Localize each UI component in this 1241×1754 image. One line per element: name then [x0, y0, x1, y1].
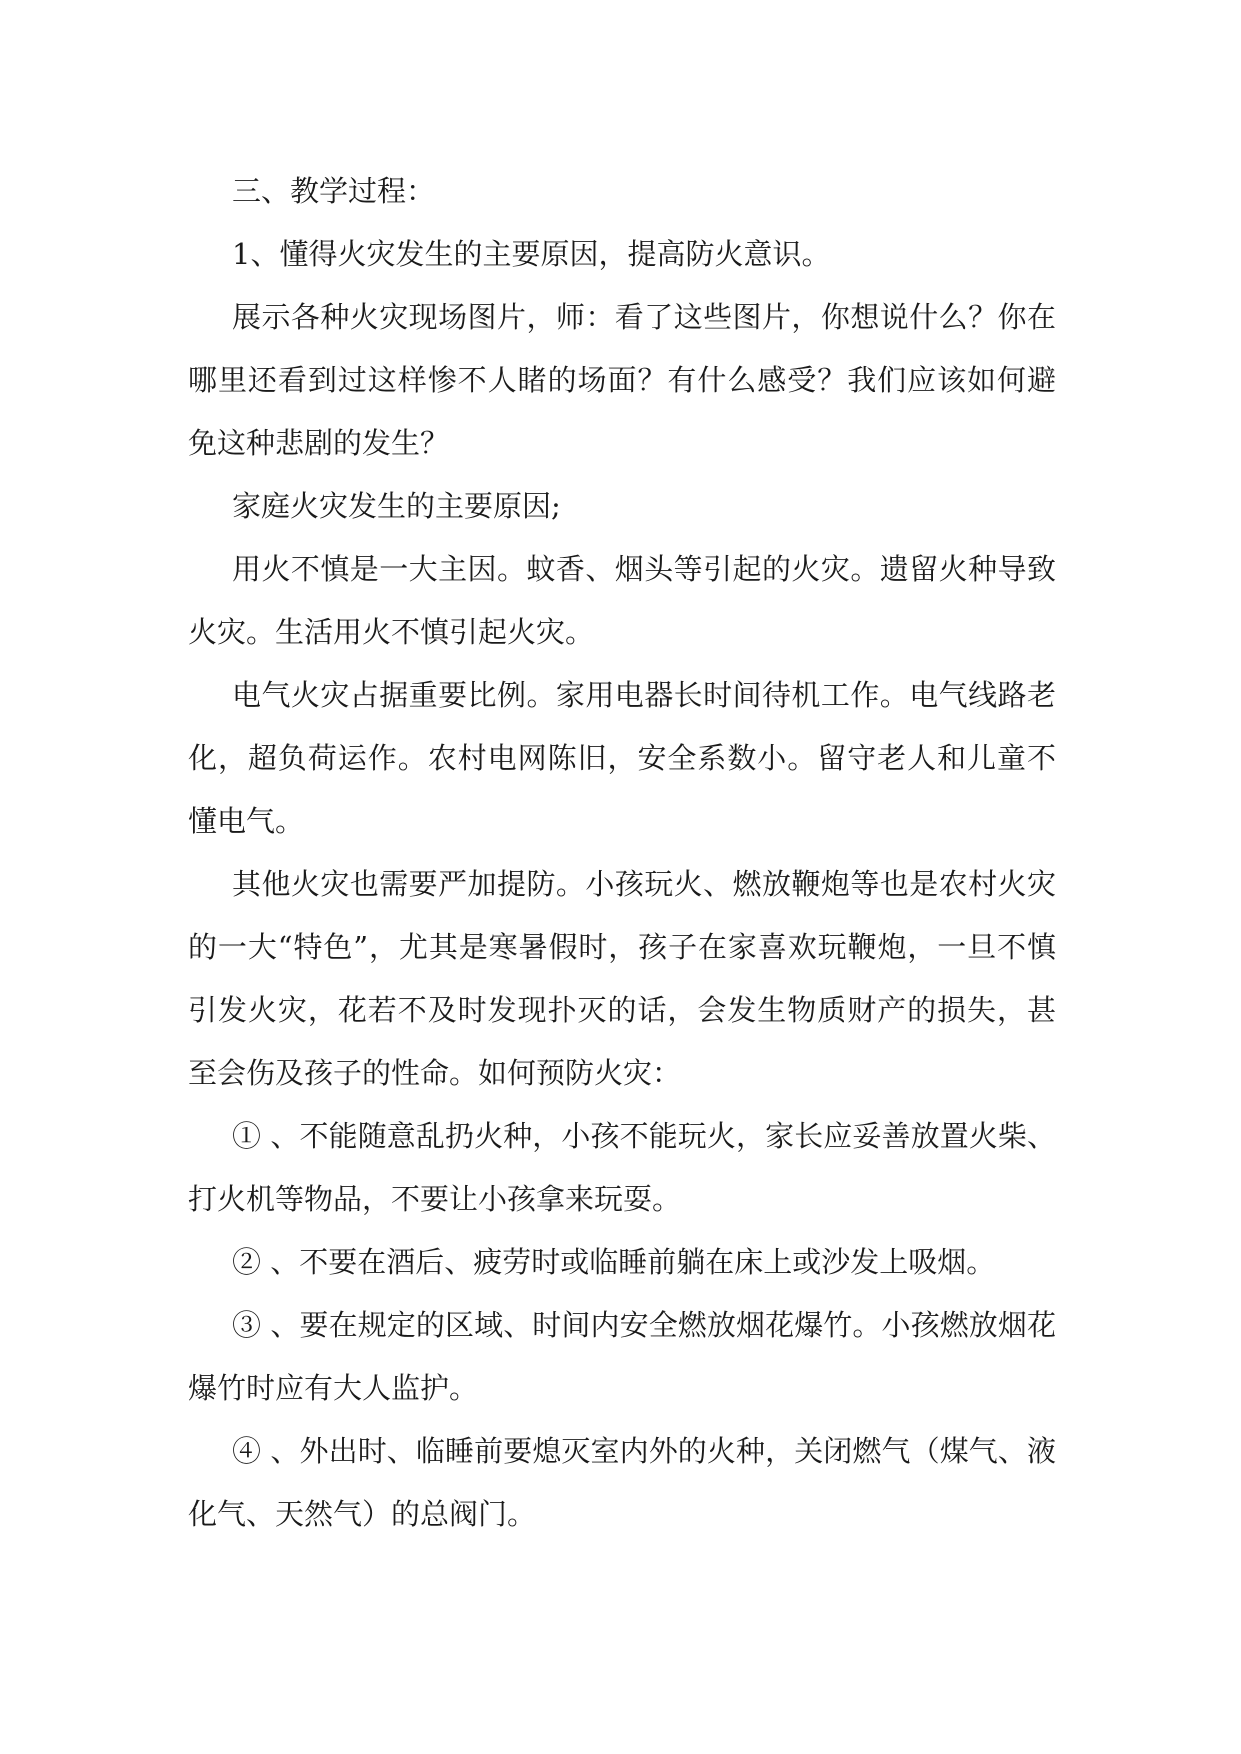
paragraph-intro: 展示各种火灾现场图片，师：看了这些图片，你想说什么？你在哪里还看到过这样惨不人睹的场面？有什么感受？我们应该如何避免这种悲剧的发生？	[188, 300, 1056, 460]
list-item-4: ④ 、外出时、临睡前要熄灭室内外的火种，关闭燃气（煤气、液化气、天然气）的总阀门。	[188, 1434, 1056, 1531]
document-body	[188, 160, 1056, 1546]
subsection-heading: 1、懂得火灾发生的主要原因，提高防火意识。	[232, 237, 831, 271]
section-heading: 三、教学过程：	[232, 174, 436, 208]
paragraph-causes-heading: 家庭火灾发生的主要原因;	[232, 489, 561, 523]
paragraph-other-fire: 其他火灾也需要严加提防。小孩玩火、燃放鞭炮等也是农村火灾的一大“特色”，尤其是寒暑假时，孩子在家喜欢玩鞭炮，一旦不慎引发火灾，花若不及时发现扑灭的话，会发生物质财产的损失，甚至会伤及孩子的性命。如何预防火灾：	[188, 867, 1056, 1090]
paragraph-careless-fire: 用火不慎是一大主因。蚊香、烟头等引起的火灾。遗留火种导致火灾。生活用火不慎引起火灾。	[188, 552, 1056, 649]
list-item-1: ① 、不能随意乱扔火种，小孩不能玩火，家长应妥善放置火柴、打火机等物品，不要让小孩拿来玩耍。	[188, 1119, 1056, 1216]
list-item-2: ② 、不要在酒后、疲劳时或临睡前躺在床上或沙发上吸烟。	[232, 1245, 996, 1279]
list-item-3: ③ 、要在规定的区域、时间内安全燃放烟花爆竹。小孩燃放烟花爆竹时应有大人监护。	[188, 1308, 1056, 1405]
paragraph-electrical-fire: 电气火灾占据重要比例。家用电器长时间待机工作。电气线路老化，超负荷运作。农村电网陈旧，安全系数小。留守老人和儿童不懂电气。	[188, 678, 1056, 838]
